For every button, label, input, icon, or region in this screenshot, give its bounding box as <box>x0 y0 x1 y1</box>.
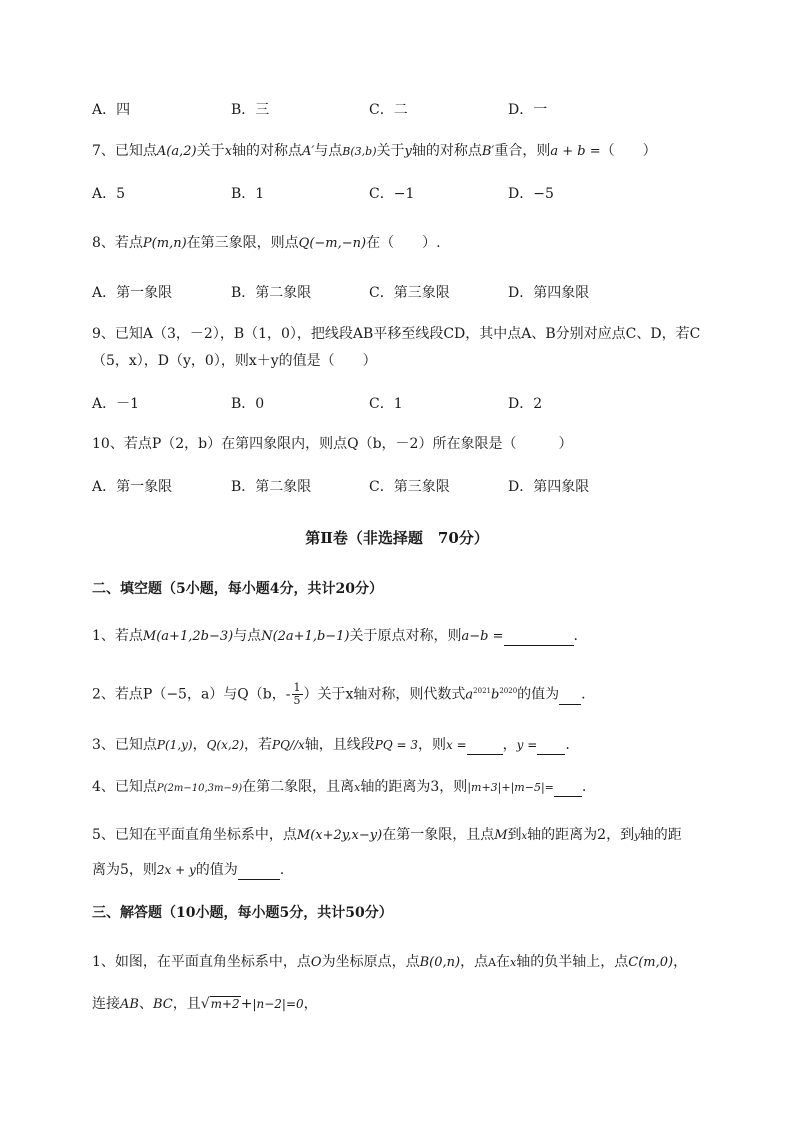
option-c: C．第三象限 <box>369 285 450 301</box>
fill5-text: 到 <box>507 827 522 843</box>
q8-point-q: Q(−m,−n) <box>298 236 367 251</box>
fill1-point-n: N(2a+1,b−1) <box>261 629 350 644</box>
option-d: D．2 <box>508 396 543 412</box>
fill5-text: 轴的距离为2，到 <box>527 827 635 843</box>
option-b: B．第二象限 <box>231 285 312 301</box>
fill5-y: y <box>634 831 640 842</box>
answer-blank-x[interactable] <box>467 736 503 755</box>
option-a: A．四 <box>92 102 131 118</box>
fill5-point-m: M(x+2y,x−y) <box>296 828 383 843</box>
solve1-line2-prefix: 连接 <box>92 996 120 1012</box>
fill-question-5-line-2 <box>92 861 284 880</box>
fill4-point-p: P(2m−10,3m−9) <box>156 783 243 794</box>
answer-blank[interactable] <box>554 778 582 797</box>
fill-question-3 <box>92 736 570 755</box>
fill3-length: PQ = 3 <box>374 738 419 752</box>
fill5-m: M <box>494 828 508 843</box>
option-d: D．第四象限 <box>508 285 590 301</box>
option-b: B．0 <box>231 396 265 412</box>
sqrt-symbol: √ <box>200 996 210 1012</box>
q7-point-a: A(a,2) <box>156 144 197 159</box>
fill4-text: 在第二象限，且离 <box>242 779 355 795</box>
q7-point-b: B(3,b) <box>342 145 377 158</box>
fill5-line2-prefix: 离为5，则 <box>92 862 157 878</box>
fill5-text: 在第一象限，且点 <box>382 827 495 843</box>
fill3-point-q: Q(x,2) <box>206 738 245 752</box>
option-c: C．−1 <box>369 186 415 202</box>
solve1-text: 为坐标原点，点 <box>321 954 420 970</box>
part-2-title: 第Ⅱ卷（非选择题 70分） <box>305 529 489 547</box>
fill3-text: ，则 <box>418 737 447 753</box>
fill1-text: 与点 <box>233 628 262 644</box>
q7-point-ap: A′ <box>301 144 315 159</box>
solve1-point-b: B(0,n) <box>419 955 461 970</box>
fill1-text: 关于原点对称，则 <box>349 628 462 644</box>
solve1-text: 在 <box>496 954 511 970</box>
fill-question-2 <box>92 682 586 707</box>
fill5-text: 轴的距 <box>639 827 682 843</box>
answer-blank[interactable] <box>504 627 574 646</box>
fill5-prefix: 5、已知在平面直角坐标系中，点 <box>92 827 297 843</box>
solve1-bc: BC <box>152 997 173 1012</box>
fill1-suffix: . <box>573 628 578 644</box>
question-9-line-1: 9、已知A（3，－2），B（1，0），把线段AB平移至线段CD，其中点A、B分别对应点C、D，若C <box>92 326 701 342</box>
fill2-exp-b: 2020 <box>499 687 518 695</box>
fill4-expr: |m+3|+|m−5|= <box>467 781 554 794</box>
fill2-end: . <box>581 686 586 703</box>
option-a: A．－1 <box>92 396 140 412</box>
question-7 <box>92 142 657 161</box>
option-d: D．一 <box>508 102 548 118</box>
q7-text: 与点 <box>314 143 343 159</box>
fill4-prefix: 4、已知点 <box>92 779 157 795</box>
q8-prefix: 8、若点 <box>92 235 143 251</box>
q8-point-p: P(m,n) <box>142 236 187 251</box>
fill2-base-b: b <box>491 687 500 703</box>
fill3-y-eq: y = <box>516 738 538 752</box>
q7-text: 关于 <box>376 143 405 159</box>
solve1-point-c: C(m,0) <box>628 955 674 970</box>
fill3-text: ， <box>502 737 517 753</box>
fill-question-4 <box>92 778 586 798</box>
option-b: B．1 <box>231 186 265 202</box>
q7-prefix: 7、已知点 <box>92 143 157 159</box>
fill3-sep: ， <box>192 737 207 753</box>
q7-y: y <box>404 144 412 159</box>
q8-text: 在第三象限，则点 <box>186 235 299 251</box>
question-9-line-2: （5，x），D（y，0），则x＋y的值是（ ） <box>92 353 377 369</box>
fill2-base-a: a <box>465 687 474 703</box>
solve1-text: ，点 <box>460 954 489 970</box>
solve1-sep: 、 <box>138 996 153 1012</box>
answer-blank-y[interactable] <box>537 736 565 755</box>
q7-text: 关于 <box>196 143 225 159</box>
q7-text: 重合，则 <box>494 143 551 159</box>
fill1-prefix: 1、若点 <box>92 628 143 644</box>
solve-question-1-line-2 <box>92 995 318 1014</box>
fill5-end: . <box>279 862 285 878</box>
fill3-x-eq: x = <box>446 738 467 752</box>
option-b: B．三 <box>231 102 270 118</box>
q7-text: 轴的对称点 <box>231 143 302 159</box>
solve1-prefix: 1、如图，在平面直角坐标系中，点 <box>92 954 311 970</box>
fill2-frac-sign: - <box>285 686 291 703</box>
solve1-text: 轴的负半轴上，点 <box>516 954 629 970</box>
section-2-heading: 二、填空题（5小题，每小题4分，共计20分） <box>92 581 383 597</box>
fill3-text: ，若 <box>244 737 273 753</box>
fill2-suffix: 的值为 <box>517 686 560 703</box>
answer-blank[interactable] <box>559 686 581 705</box>
solve1-plus: + <box>240 996 253 1012</box>
fraction-denominator: 5 <box>293 694 301 708</box>
solve1-a: A <box>488 956 497 969</box>
q7-x: x <box>224 144 232 159</box>
solve1-end: ， <box>303 996 318 1012</box>
solve1-text: ，且 <box>172 996 201 1012</box>
solve1-sqrt-inner: m+2 <box>210 997 240 1011</box>
q8-suffix: 在（ ）. <box>366 235 441 251</box>
option-c: C．1 <box>369 396 403 412</box>
q7-text: 轴的对称点 <box>411 143 482 159</box>
fill4-text: 轴的距离为3，则 <box>360 779 468 795</box>
fraction-numerator: 1 <box>293 681 301 695</box>
fill3-text: 轴，且线段 <box>304 737 375 753</box>
section-3-heading: 三、解答题（10小题，每小题5分，共计50分） <box>92 905 393 921</box>
q7-expr: a + b = <box>550 144 601 159</box>
fill4-end: . <box>581 779 587 795</box>
option-a: A．第一象限 <box>92 285 173 301</box>
question-8 <box>92 234 441 253</box>
fill1-point-m: M(a+1,2b−3) <box>142 629 234 644</box>
option-c: C．第三象限 <box>369 479 450 495</box>
option-a: A．第一象限 <box>92 479 173 495</box>
solve-question-1-line-1 <box>92 953 687 972</box>
fill2-exp-a: 2021 <box>473 687 491 695</box>
q7-point-bp: B′ <box>481 144 495 159</box>
option-c: C．二 <box>369 102 408 118</box>
question-10: 10、若点P（2，b）在第四象限内，则点Q（b，－2）所在象限是（ ） <box>92 436 573 452</box>
fill5-x: x <box>521 831 528 842</box>
fill4-x: x <box>354 781 361 794</box>
fill5-text: 的值为 <box>195 862 238 878</box>
fill3-point-p: P(1,y) <box>156 738 193 752</box>
q7-suffix: （ ） <box>600 143 657 159</box>
solve1-x: x <box>510 956 517 969</box>
solve1-end: ， <box>673 954 688 970</box>
fill5-expr: 2x + y <box>156 863 196 877</box>
option-d: D．−5 <box>508 186 554 202</box>
option-d: D．第四象限 <box>508 479 590 495</box>
option-b: B．第二象限 <box>231 479 312 495</box>
fill3-end: . <box>565 737 570 753</box>
solve1-ab: AB <box>120 997 139 1012</box>
fill-question-5-line-1 <box>92 826 682 846</box>
fill3-parallel: PQ//x <box>272 738 305 752</box>
answer-blank[interactable] <box>238 861 280 880</box>
fraction <box>292 682 303 707</box>
solve1-abs-expr: |n−2|=0 <box>252 997 304 1011</box>
solve1-o: O <box>310 955 322 970</box>
fill2-prefix: 2、若点P（−5，a）与Q（b， <box>92 686 286 703</box>
fill-question-1 <box>92 627 578 646</box>
option-a: A．5 <box>92 186 126 202</box>
fill3-prefix: 3、已知点 <box>92 737 157 753</box>
fill2-text: ）关于x轴对称，则代数式 <box>303 686 466 703</box>
fill1-expr: a−b = <box>461 629 504 644</box>
